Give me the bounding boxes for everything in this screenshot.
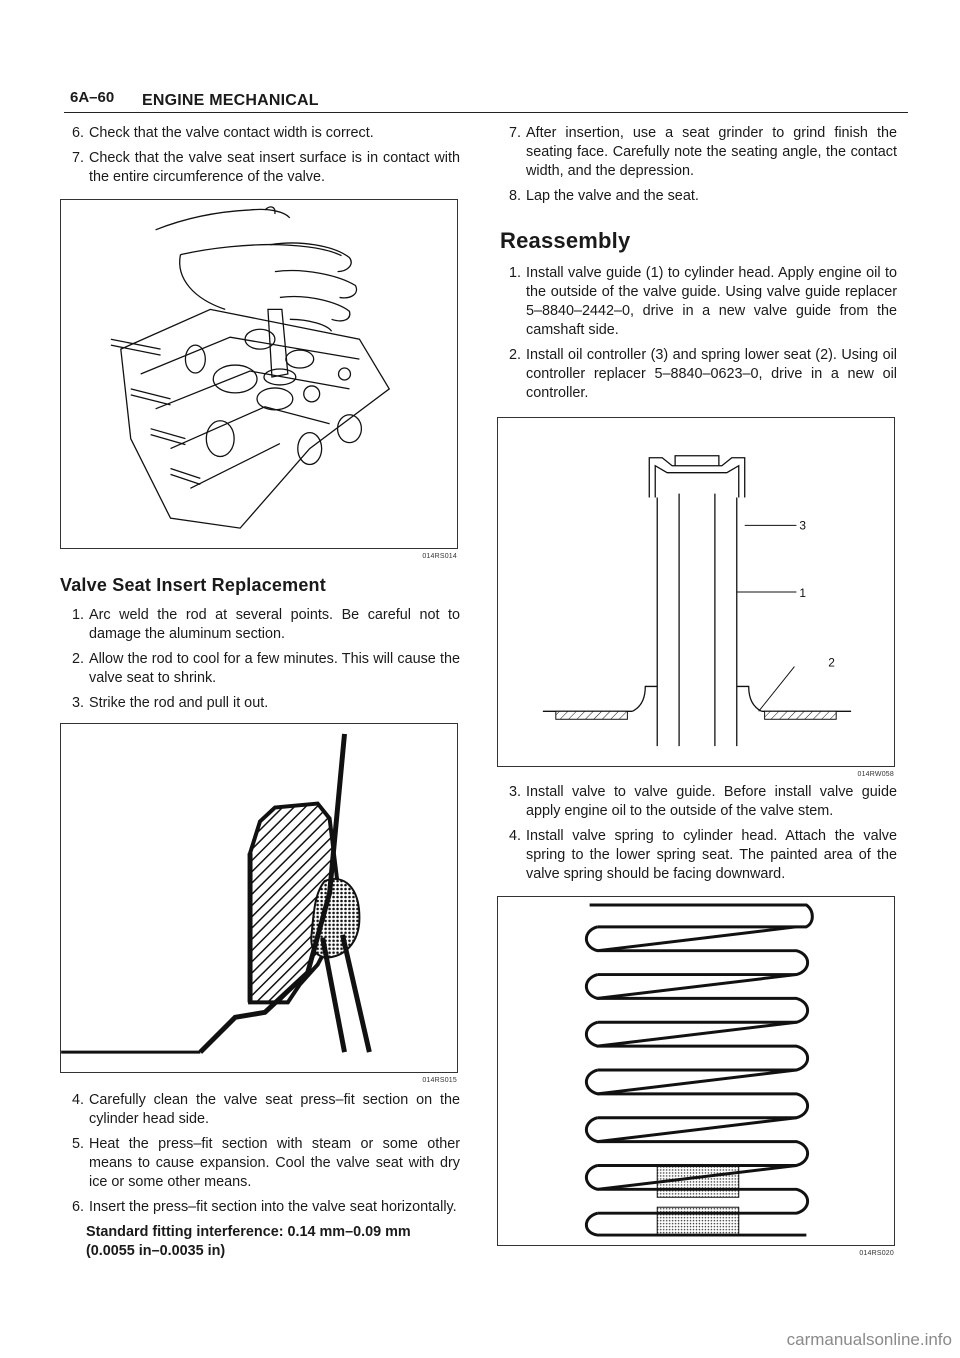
valve-seat-section-illustration: [61, 724, 457, 1072]
page-number: 6A–60: [70, 89, 115, 106]
list-item: 1. Arc weld the rod at several points. Be careful not to damage the aluminum section.: [72, 607, 460, 642]
figure-id: 014RW058: [857, 771, 894, 778]
spec-line: (0.0055 in–0.0035 in): [86, 1243, 226, 1259]
callout-label: 2: [828, 655, 835, 670]
list-item: 7. Check that the valve seat insert surface is in contact with the entire circumference of the valve.: [72, 150, 460, 185]
section-title: ENGINE MECHANICAL: [142, 92, 319, 109]
list-item: 3. Install valve to valve guide. Before install valve guide apply engine oil to the outside of the valve stem.: [509, 784, 897, 819]
list-item: 1. Install valve guide (1) to cylinder head. Apply engine oil to the outside of the valve guide. Using valve guide replacer 5–8840–2442–0, drive in a new valve guide from the camshaft side.: [509, 265, 897, 338]
figure-id: 014RS020: [859, 1250, 894, 1257]
header-rule: [64, 112, 908, 113]
figure-valve-contact: [60, 199, 458, 560]
section-heading: Reassembly: [500, 228, 631, 253]
callout-label: 3: [799, 518, 807, 533]
steps-list: [497, 264, 897, 403]
steps-list: [497, 783, 897, 884]
figure-valve-guide: [497, 417, 895, 778]
list-item: 8. Lap the valve and the seat.: [509, 188, 699, 204]
steps-list: [60, 124, 460, 187]
list-item: 2. Allow the rod to cool for a few minutes. This will cause the valve seat to shrink.: [72, 651, 460, 686]
list-item: 3. Strike the rod and pull it out.: [72, 695, 269, 711]
cylinder-head-illustration: [61, 200, 457, 548]
list-item: 4. Install valve spring to cylinder head. Attach the valve spring to the lower spring seat. The painted area of the valve spring should be facing downward.: [509, 828, 897, 882]
figure-id: 014RS014: [422, 553, 457, 560]
spec-line: Standard fitting interference: 0.14 mm–0.09 mm: [86, 1224, 411, 1240]
page-header: [64, 88, 904, 112]
list-item: 6. Insert the press–fit section into the valve seat horizontally.: [72, 1199, 457, 1215]
steps-list: [60, 1091, 460, 1217]
valve-guide-illustration: [498, 418, 894, 766]
right-column: [497, 118, 897, 1257]
subsection-heading: Valve Seat Insert Replacement: [60, 575, 326, 595]
list-item: 2. Install oil controller (3) and spring lower seat (2). Using oil controller replacer 5–8840–0623–0, drive in a new oil controller.: [509, 347, 897, 401]
steps-list: [60, 606, 460, 713]
figure-valve-spring: [497, 896, 895, 1257]
callout-label: 1: [799, 585, 807, 600]
valve-spring-illustration: [498, 897, 894, 1245]
figure-id: 014RS015: [422, 1077, 457, 1084]
list-item: 7. After insertion, use a seat grinder to grind finish the seating face. Carefully note the seating angle, the contact width, and the depression.: [509, 125, 897, 179]
list-item: 4. Carefully clean the valve seat press–fit section on the cylinder head side.: [72, 1092, 460, 1127]
steps-list: [497, 124, 897, 206]
list-item: 5. Heat the press–fit section with steam or some other means to cause expansion. Cool the valve seat with dry ice or some other means.: [72, 1136, 460, 1190]
watermark: carmanualsonline.info: [786, 1330, 952, 1349]
left-column: [60, 118, 460, 1261]
figure-valve-seat-section: [60, 723, 458, 1084]
list-item: 6. Check that the valve contact width is correct.: [72, 125, 374, 141]
